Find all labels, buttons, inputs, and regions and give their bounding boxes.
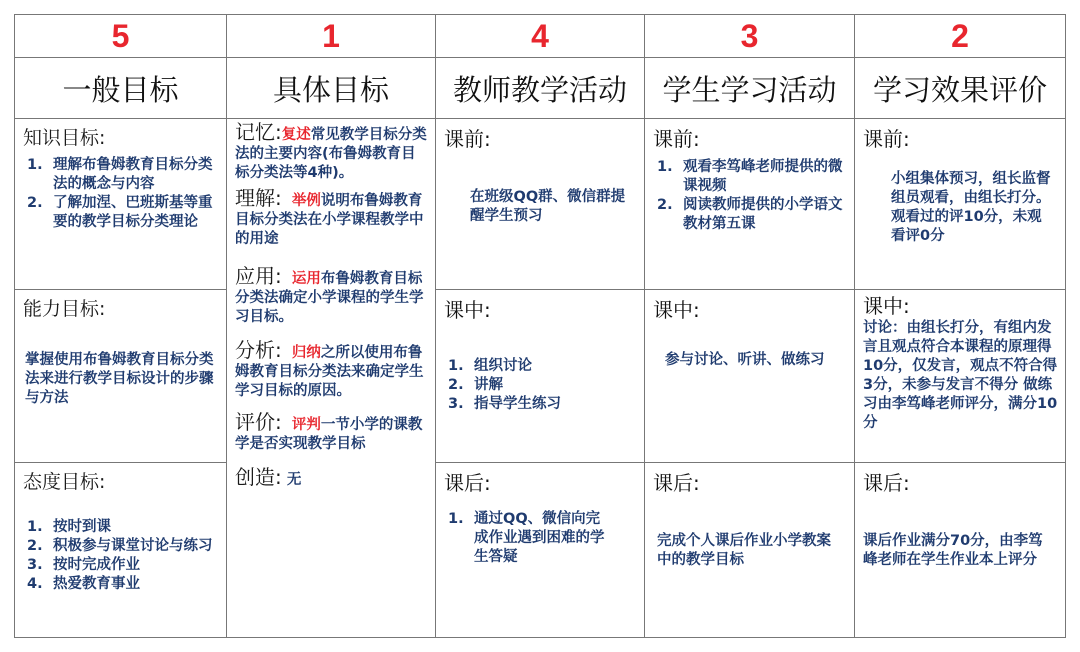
- list-number: 3.: [448, 396, 464, 412]
- student-during-text: 参与讨论、听讲、做练习: [665, 352, 825, 368]
- col-number: 2: [855, 15, 1066, 58]
- list-item: [15, 156, 218, 194]
- col-number: 1: [227, 15, 436, 58]
- table-row: [15, 290, 1066, 463]
- apply-verb: 运用: [291, 271, 321, 287]
- create-goal: [235, 465, 427, 490]
- analyze-text: 之所以使用布鲁姆教育目标分类法来确定学生学习目标的原因。: [235, 345, 424, 399]
- list-number: 2.: [27, 538, 43, 554]
- eval-after-label: 课后:: [863, 471, 910, 495]
- list-text: 积极参与课堂讨论与练习: [53, 538, 213, 554]
- teacher-before-cell: [436, 119, 645, 290]
- col-title: 具体目标: [227, 58, 436, 119]
- title-row: [15, 58, 1066, 119]
- evaluate-label: 评价:: [235, 410, 282, 434]
- col-number: 3: [645, 15, 855, 58]
- table-row: [15, 119, 1066, 290]
- eval-during-text: 讨论：由组长打分，有组内发言且观点符合本课程的原理得10分，仅发言，观点不符合得3分，未参与发言不得分 做练习由李笃峰老师评分，满分10分: [863, 320, 1058, 431]
- list-item: [15, 194, 218, 232]
- list-number: 1.: [27, 519, 43, 535]
- lesson-design-table: [14, 14, 1066, 638]
- analyze-label: 分析:: [235, 338, 282, 362]
- list-number: 1.: [657, 159, 673, 175]
- ability-goal-text: 掌握使用布鲁姆教育目标分类法来进行教学目标设计的步骤与方法: [25, 352, 214, 406]
- list-text: 讲解: [474, 377, 503, 393]
- list-number: 2.: [27, 195, 43, 211]
- understand-goal: [235, 186, 427, 249]
- list-item: [436, 510, 614, 567]
- teacher-during-list: [436, 357, 644, 414]
- list-item: [15, 537, 218, 556]
- student-before-list: [645, 158, 854, 234]
- teacher-during-label: 课中:: [444, 298, 491, 322]
- list-number: 1.: [448, 358, 464, 374]
- list-number: 2.: [448, 377, 464, 393]
- list-text: 通过QQ、微信向完成作业遇到困难的学生答疑: [474, 511, 605, 565]
- teacher-after-cell: [436, 463, 645, 638]
- list-number: 4.: [27, 576, 43, 592]
- ability-goal-cell: [15, 290, 227, 463]
- eval-during-label: 课中:: [863, 294, 910, 318]
- apply-label: 应用:: [235, 264, 282, 288]
- student-during-cell: [645, 290, 855, 463]
- specific-goals-cell: [227, 119, 436, 638]
- student-after-cell: [645, 463, 855, 638]
- list-number: 1.: [27, 157, 43, 173]
- list-item: [436, 395, 644, 414]
- apply-goal: [235, 264, 427, 327]
- attitude-goal-label: 态度目标:: [23, 471, 106, 493]
- list-text: 了解加涅、巴班斯基等重要的教学目标分类理论: [53, 195, 213, 230]
- table-row: [15, 463, 1066, 638]
- list-item: [436, 376, 644, 395]
- list-number: 2.: [657, 197, 673, 213]
- list-text: 观看李笃峰老师提供的微课视频: [683, 159, 843, 194]
- list-text: 组织讨论: [474, 358, 532, 374]
- list-number: 3.: [27, 557, 43, 573]
- ability-goal-label: 能力目标:: [23, 298, 106, 320]
- knowledge-goal-cell: [15, 119, 227, 290]
- teacher-before-text: 在班级QQ群、微信群提醒学生预习: [470, 189, 626, 224]
- col-number: 4: [436, 15, 645, 58]
- teacher-after-label: 课后:: [444, 471, 491, 495]
- create-text: 无: [286, 472, 302, 488]
- knowledge-goal-list: [15, 156, 226, 232]
- teacher-during-cell: [436, 290, 645, 463]
- list-item: [645, 158, 844, 196]
- evaluate-verb: 评判: [291, 417, 321, 433]
- list-item: [436, 357, 644, 376]
- eval-after-cell: [855, 463, 1066, 638]
- memory-text: 常见教学目标分类法的主要内容(布鲁姆教育目标分类法等4种)。: [235, 127, 427, 181]
- list-text: 按时到课: [53, 519, 111, 535]
- evaluate-goal: [235, 410, 427, 454]
- create-label: 创造:: [235, 465, 282, 489]
- col-title: 学习效果评价: [855, 58, 1066, 119]
- memory-goal: [235, 120, 427, 183]
- student-during-label: 课中:: [653, 298, 700, 322]
- col-title: 教师教学活动: [436, 58, 645, 119]
- knowledge-goal-label: 知识目标:: [23, 127, 106, 149]
- eval-before-label: 课前:: [863, 127, 910, 151]
- understand-label: 理解:: [235, 186, 282, 210]
- list-text: 按时完成作业: [53, 557, 140, 573]
- eval-during-cell: [855, 290, 1066, 463]
- attitude-goal-cell: [15, 463, 227, 638]
- memory-label: 记忆:: [235, 120, 282, 144]
- eval-before-text: 小组集体预习，组长监督组员观看，由组长打分。观看过的评10分，未观看评0分: [891, 171, 1051, 244]
- evaluate-text: 一节小学的课教学是否实现教学目标: [235, 417, 423, 452]
- analyze-verb: 归纳: [291, 345, 321, 361]
- eval-after-text: 课后作业满分70分，由李笃峰老师在学生作业本上评分: [863, 533, 1043, 568]
- apply-text: 布鲁姆教育目标分类法确定小学课程的学生学习目标。: [235, 271, 424, 325]
- analyze-goal: [235, 338, 427, 401]
- list-text: 阅读教师提供的小学语文教材第五课: [683, 197, 843, 232]
- list-text: 指导学生练习: [474, 396, 561, 412]
- understand-verb: 举例: [291, 193, 321, 209]
- understand-text: 说明布鲁姆教育目标分类法在小学课程教学中的用途: [235, 193, 424, 247]
- student-after-label: 课后:: [653, 471, 700, 495]
- list-item: [645, 196, 844, 234]
- col-title: 学生学习活动: [645, 58, 855, 119]
- memory-verb: 复述: [281, 127, 311, 143]
- student-before-cell: [645, 119, 855, 290]
- number-row: [15, 15, 1066, 58]
- student-after-text: 完成个人课后作业小学教案中的教学目标: [657, 533, 831, 568]
- teacher-after-list: [436, 510, 644, 567]
- col-title: 一般目标: [15, 58, 227, 119]
- col-number: 5: [15, 15, 227, 58]
- list-item: [15, 575, 218, 594]
- list-text: 热爱教育事业: [53, 576, 140, 592]
- attitude-goal-list: [15, 518, 226, 594]
- list-item: [15, 556, 218, 575]
- list-item: [15, 518, 218, 537]
- list-number: 1.: [448, 511, 464, 527]
- student-before-label: 课前:: [653, 127, 700, 151]
- teacher-before-label: 课前:: [444, 127, 491, 151]
- eval-before-cell: [855, 119, 1066, 290]
- list-text: 理解布鲁姆教育目标分类法的概念与内容: [53, 157, 213, 192]
